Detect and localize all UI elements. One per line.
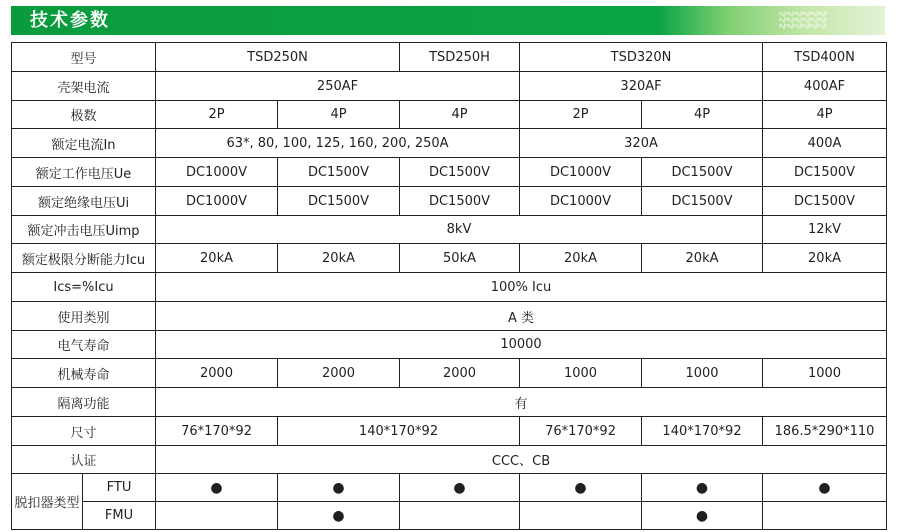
cell-value: 140*170*92 [642, 417, 763, 446]
bullet-marker [400, 502, 520, 530]
row-group-label: 脱扣器类型 [12, 474, 83, 530]
cell-value: DC1500V [642, 187, 763, 216]
row-label: 额定极限分断能力Icu [12, 244, 156, 273]
row-category [12, 302, 887, 331]
cell-value: DC1500V [400, 187, 520, 216]
cell-value: 20kA [520, 244, 642, 273]
row-electrical-life [12, 331, 887, 359]
row-sub-label: FTU [83, 474, 156, 502]
cell-value: 2000 [156, 359, 278, 388]
cell-value: TSD250N [156, 43, 400, 72]
cell-value: 320AF [520, 72, 763, 101]
row-rated-voltage-ui [12, 187, 887, 216]
header-decoration [779, 11, 827, 29]
section-header [11, 6, 885, 35]
cell-value: 2P [156, 101, 278, 129]
cell-value: 20kA [763, 244, 887, 273]
cell-value: 2P [520, 101, 642, 129]
cell-value: DC1500V [763, 158, 887, 187]
cell-value: DC1500V [278, 158, 400, 187]
row-label: 隔离功能 [12, 388, 156, 417]
row-sub-label: FMU [83, 502, 156, 530]
row-model [12, 43, 887, 72]
cell-value: 20kA [278, 244, 400, 273]
cell-value: TSD400N [763, 43, 887, 72]
cell-value: 250AF [156, 72, 520, 101]
cell-value: 140*170*92 [278, 417, 520, 446]
row-impulse-voltage [12, 216, 887, 244]
cell-value: TSD320N [520, 43, 763, 72]
row-label: 认证 [12, 446, 156, 474]
cell-value: 400AF [763, 72, 887, 101]
cell-value: DC1000V [156, 158, 278, 187]
row-trip-ftu [12, 474, 887, 502]
bullet-marker: ● [642, 474, 763, 502]
row-poles [12, 101, 887, 129]
spec-table [11, 42, 887, 530]
row-label: 电气寿命 [12, 331, 156, 359]
row-label: 极数 [12, 101, 156, 129]
cell-value: 4P [400, 101, 520, 129]
row-ics [12, 273, 887, 302]
cell-value: 12kV [763, 216, 887, 244]
bullet-marker: ● [642, 502, 763, 530]
cell-value: 10000 [156, 331, 887, 359]
row-rated-current [12, 129, 887, 158]
cell-value: 2000 [400, 359, 520, 388]
row-label: 额定工作电压Ue [12, 158, 156, 187]
cell-value: A 类 [156, 302, 887, 331]
cell-value: 76*170*92 [156, 417, 278, 446]
cell-value: DC1500V [400, 158, 520, 187]
cell-value: 50kA [400, 244, 520, 273]
cell-value: 186.5*290*110 [763, 417, 887, 446]
row-label: 尺寸 [12, 417, 156, 446]
row-dimensions [12, 417, 887, 446]
cell-value: 20kA [156, 244, 278, 273]
bullet-marker: ● [278, 502, 400, 530]
cell-value: DC1500V [278, 187, 400, 216]
section-title: 技术参数 [30, 10, 110, 31]
bullet-marker: ● [520, 474, 642, 502]
row-isolation [12, 388, 887, 417]
cell-value: 63*, 80, 100, 125, 160, 200, 250A [156, 129, 520, 158]
bullet-marker: ● [763, 474, 887, 502]
cell-value: 20kA [642, 244, 763, 273]
row-label: 额定绝缘电压Ui [12, 187, 156, 216]
cell-value: 4P [763, 101, 887, 129]
row-rated-voltage-ue [12, 158, 887, 187]
row-label: Ics=%Icu [12, 273, 156, 302]
bullet-marker: ● [278, 474, 400, 502]
cell-value: 1000 [763, 359, 887, 388]
cell-value: 8kV [156, 216, 763, 244]
cell-value: 2000 [278, 359, 400, 388]
cell-value: 1000 [520, 359, 642, 388]
row-label: 机械寿命 [12, 359, 156, 388]
cell-value: 4P [278, 101, 400, 129]
cell-value: 4P [642, 101, 763, 129]
row-trip-fmu [12, 502, 887, 530]
bullet-marker: ● [156, 474, 278, 502]
row-label: 型号 [12, 43, 156, 72]
cell-value: CCC、CB [156, 446, 887, 474]
row-mechanical-life [12, 359, 887, 388]
row-label: 额定冲击电压Uimp [12, 216, 156, 244]
cell-value: DC1000V [520, 187, 642, 216]
row-label: 壳架电流 [12, 72, 156, 101]
cell-value: TSD250H [400, 43, 520, 72]
cell-value: 76*170*92 [520, 417, 642, 446]
cell-value: DC1000V [156, 187, 278, 216]
row-breaking-capacity [12, 244, 887, 273]
cell-value: 100% Icu [156, 273, 887, 302]
bullet-marker [520, 502, 642, 530]
row-certification [12, 446, 887, 474]
cell-value: DC1500V [642, 158, 763, 187]
cell-value: 400A [763, 129, 887, 158]
row-label: 使用类别 [12, 302, 156, 331]
cell-value: DC1500V [763, 187, 887, 216]
bullet-marker: ● [400, 474, 520, 502]
cell-value: 320A [520, 129, 763, 158]
cell-value: DC1000V [520, 158, 642, 187]
bullet-marker [156, 502, 278, 530]
cell-value: 1000 [642, 359, 763, 388]
row-label: 额定电流In [12, 129, 156, 158]
cell-value: 有 [156, 388, 887, 417]
row-frame-current [12, 72, 887, 101]
bullet-marker [763, 502, 887, 530]
